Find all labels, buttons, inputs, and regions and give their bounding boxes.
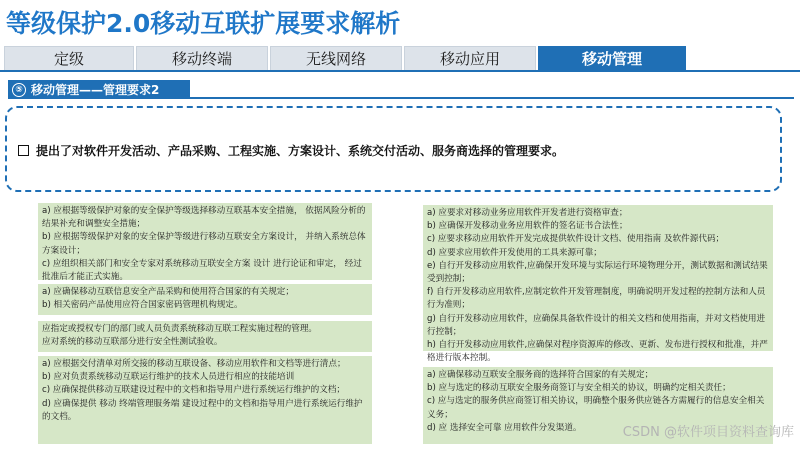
- card-line: c) 应组织相关部门和安全专家对系统移动互联安全方案 设计 进行论证和审定， 经过批准后才能正式实施。: [42, 258, 362, 283]
- card-line: a) 应确保移动互联安全服务商的选择符合国家的有关规定；: [427, 370, 654, 380]
- card-line: e) 自行开发移动应用软件,应确保开发环境与实际运行环境物理分开，测试数据和测试结果受到控制；: [427, 260, 768, 285]
- card-line: c) 应确保提供移动互联建设过程中的文档和指导用户进行系统运行维护的文档；: [42, 385, 345, 396]
- card-system-delivery: [38, 356, 372, 444]
- card-software-development: [423, 205, 773, 364]
- watermark: CSDN @软件项目资料查询库: [622, 425, 794, 440]
- page-title: 等级保护2.0移动互联扩展要求解析: [6, 9, 401, 38]
- card-line: d) 应确保提供 移动 终端管理服务端 建设过程中的文档和指导用户进行系统运行维护的文档。: [42, 398, 363, 422]
- card-service-provider-selection: [423, 367, 773, 444]
- tab-grading[interactable]: 定级: [4, 46, 134, 70]
- card-line: d) 应 选择安全可靠 应用软件分发渠道。: [427, 422, 582, 433]
- card-line: g) 自行开发移动应用软件，应确保具备软件设计的相关文档和使用指南，并对文档使用进行控制；: [427, 313, 766, 337]
- checkbox-bullet-icon: [18, 145, 29, 156]
- card-line: b) 应与选定的移动互联安全服务商签订与安全相关的协议，明确约定相关责任；: [427, 383, 731, 394]
- section-divider: [190, 97, 794, 99]
- section-number: ⑤: [12, 83, 26, 97]
- card-line: a) 应根据交付清单对所交接的移动互联设备、移动应用软件和文档等进行清点；: [42, 359, 346, 369]
- card-line: a) 应根据等级保护对象的安全保护等级选择移动互联基本安全措施， 依据风险分析的结果补充和调整安全措施；: [42, 206, 366, 230]
- tab-mobile-app[interactable]: 移动应用: [404, 46, 536, 70]
- card-line: b) 相关密码产品使用应符合国家密码管理机构规定。: [42, 300, 243, 311]
- card-line: d) 应要求应用软件开发使用的工具来源可靠；: [427, 247, 602, 258]
- tab-mobile-terminal[interactable]: 移动终端: [136, 46, 268, 70]
- card-line: b) 应对负责系统移动互联运行维护的技术人员进行相应的技能培训: [42, 372, 295, 383]
- requirement-statement: [18, 142, 564, 159]
- section-title: 移动管理——管理要求2: [31, 83, 160, 97]
- card-line: f) 自行开发移动应用软件,应制定软件开发管理制度，明确说明开发过程的控制方法和人员行为准则；: [427, 287, 766, 311]
- card-line: 应对系统的移动互联部分进行安全性测试验收。: [42, 337, 223, 348]
- section-header: [8, 80, 190, 99]
- requirement-text: 提出了对软件开发活动、产品采购、工程实施、方案设计、系统交付活动、服务商选择的管理要求。: [36, 144, 565, 158]
- tab-bar: [0, 44, 800, 72]
- card-line: b) 应根据等级保护对象的安全保护等级进行移动互联安全方案设计， 并纳入系统总体方案设计；: [42, 232, 366, 256]
- tab-mobile-management[interactable]: 移动管理: [538, 46, 686, 70]
- card-line: b) 应确保开发移动业务应用软件的签名证书合法性；: [427, 221, 628, 232]
- card-line: c) 应要求移动应用软件开发完成提供软件设计文档、使用指南 及软件源代码；: [427, 234, 725, 245]
- card-product-procurement: [38, 284, 372, 315]
- card-engineering-implementation: [38, 321, 372, 352]
- card-line: h) 自行开发移动应用软件,应确保对程序资源库的修改、更新、发布进行授权和批准，并严格进行版本控制。: [427, 340, 768, 364]
- tab-wireless-network[interactable]: 无线网络: [270, 46, 402, 70]
- card-line: c) 应与选定的服务供应商签订相关协议，明确整个服务供应链各方需履行的信息安全相关义务；: [427, 396, 765, 420]
- card-line: a) 应确保移动互联信息安全产品采购和使用符合国家的有关规定；: [42, 287, 294, 297]
- card-scheme-design: [38, 203, 372, 283]
- card-line: a) 应要求对移动业务应用软件开发者进行资格审查；: [427, 208, 628, 218]
- card-line: 应指定或授权专门的部门或人员负责系统移动互联工程实施过程的管理。: [42, 324, 318, 334]
